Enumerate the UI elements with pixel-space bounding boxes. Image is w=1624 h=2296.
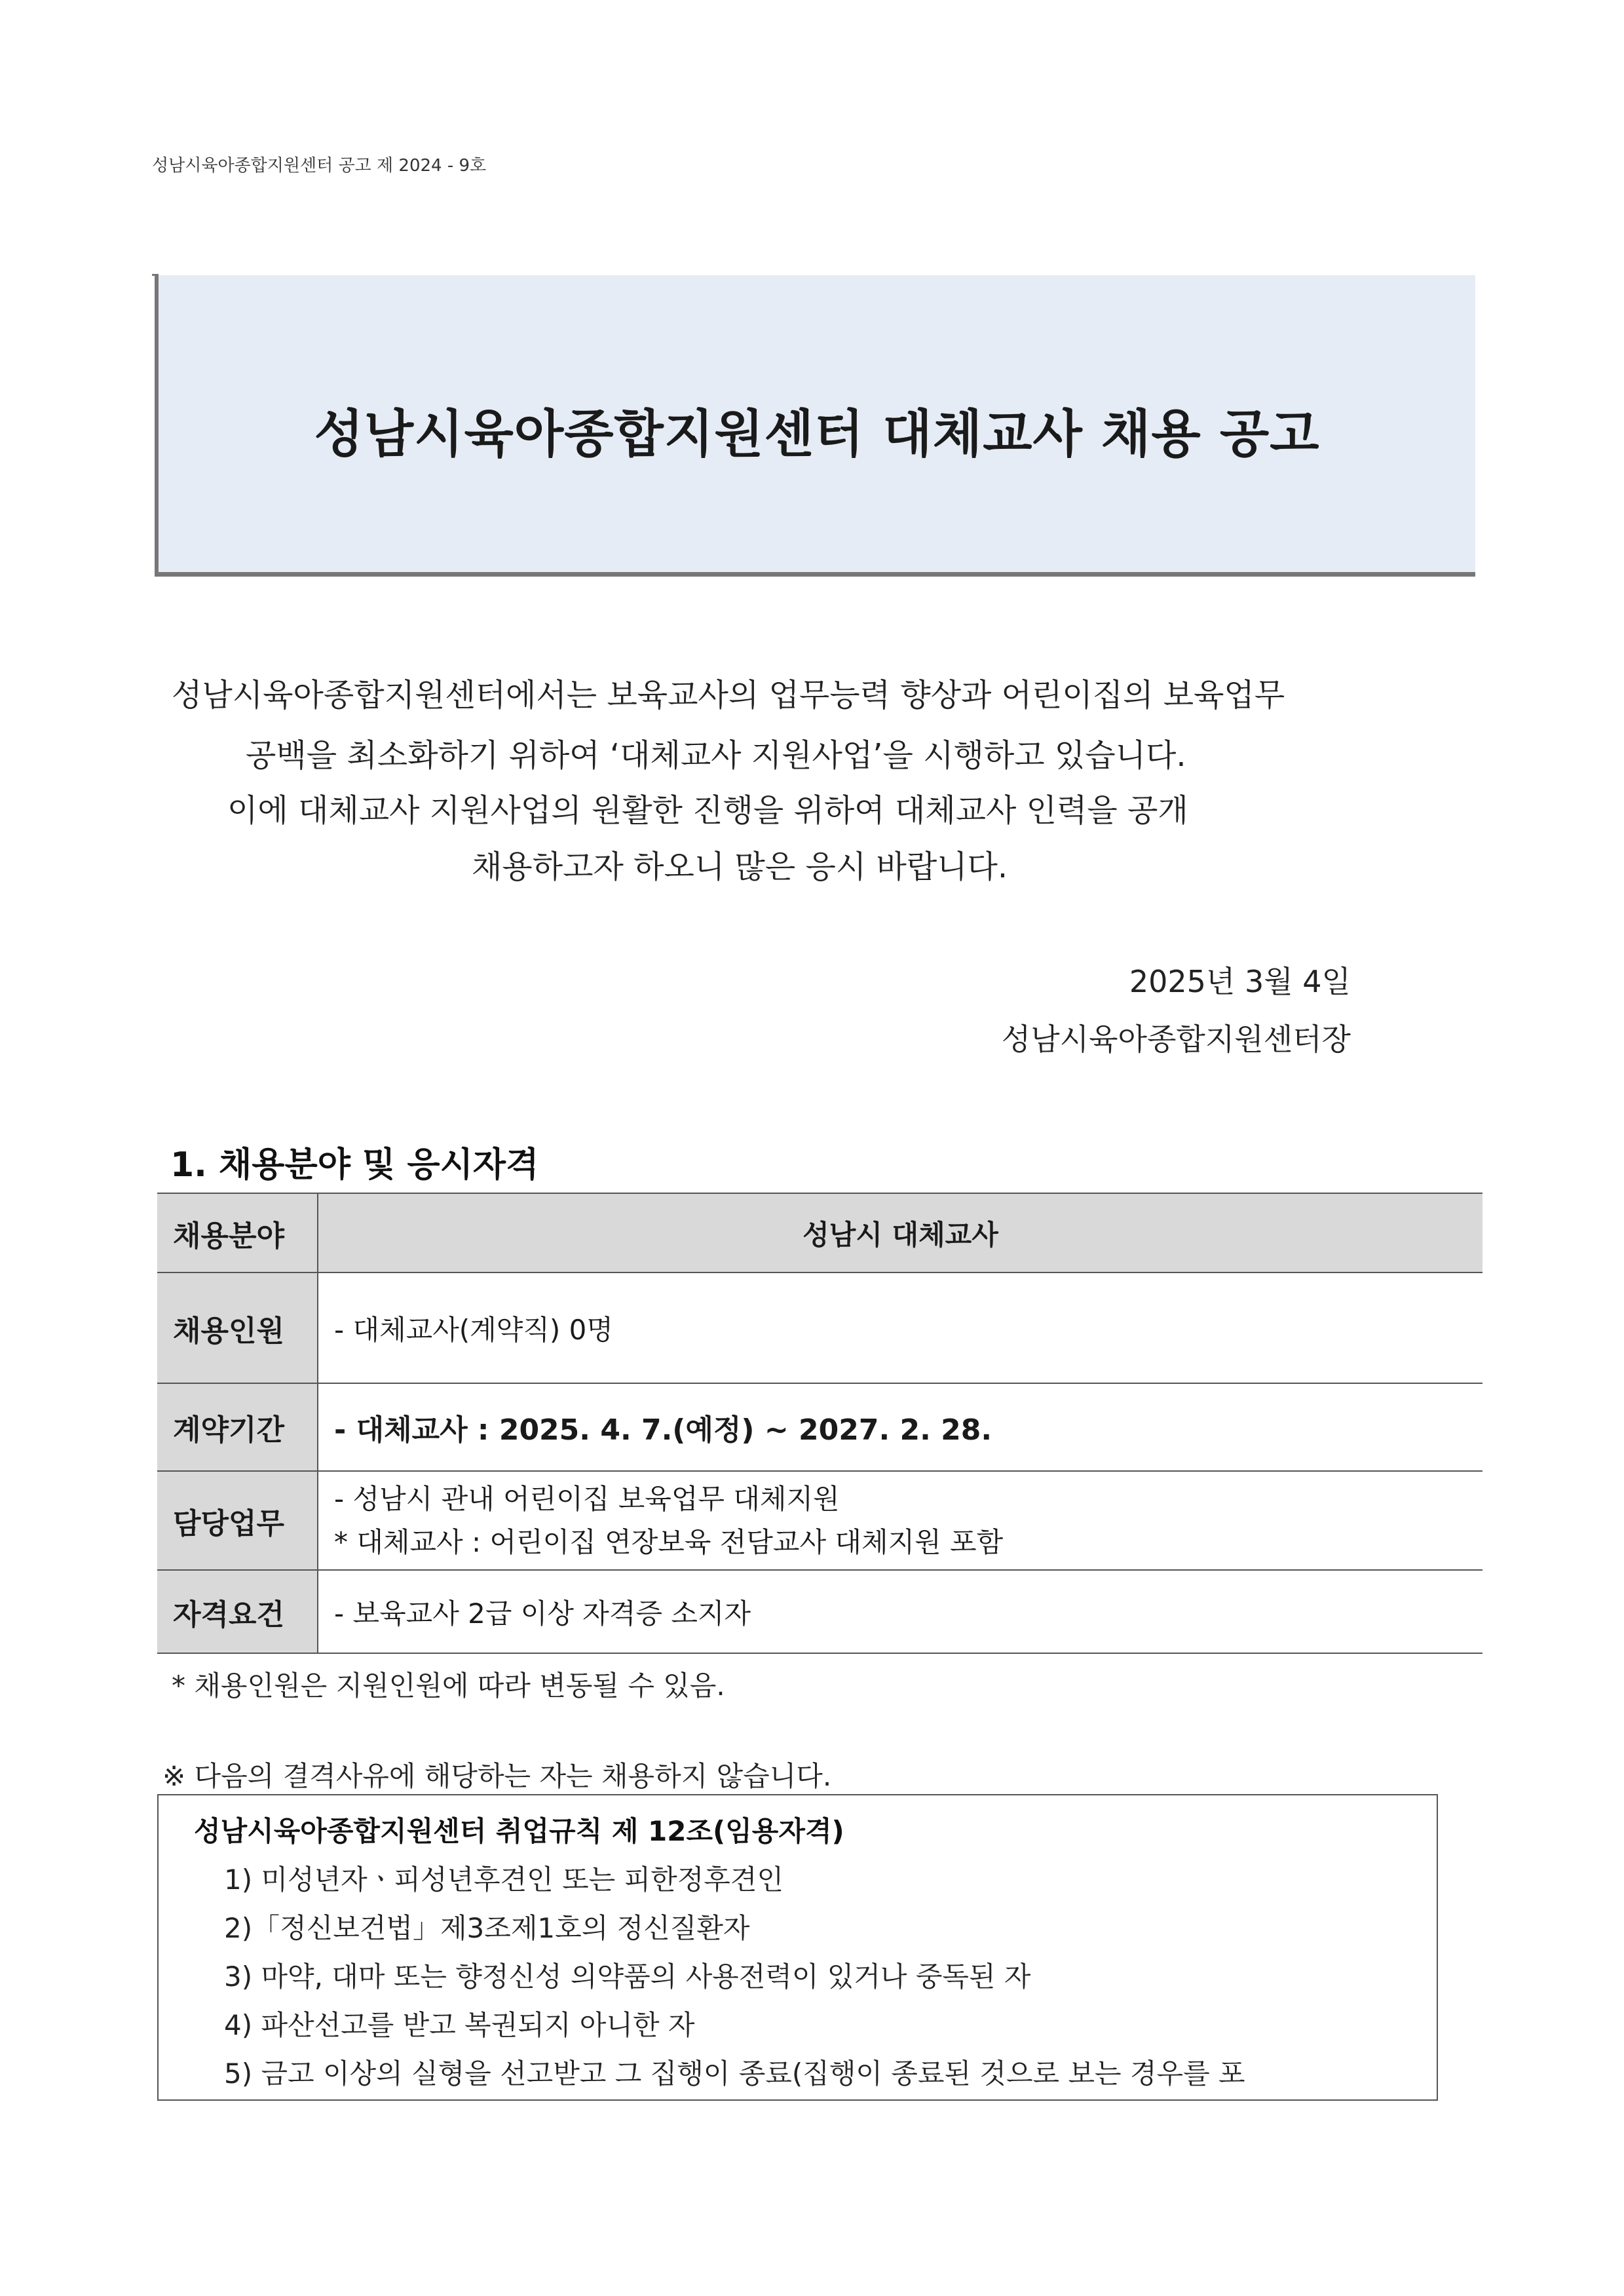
table-note: * 채용인원은 지원인원에 따라 변동될 수 있음. <box>172 1670 725 1702</box>
period-value: - 대체교사 : 2025. 4. 7.(예정) ~ 2027. 2. 28. <box>318 1383 1482 1471</box>
rule-item: 2)「정신보건법」제3조제1호의 정신질환자 <box>224 1912 750 1944</box>
table-row <box>157 1383 1482 1471</box>
section-heading: 1. 채용분야 및 응시자격 <box>170 1145 539 1185</box>
qualification-value: - 보육교사 2급 이상 자격증 소지자 <box>318 1570 1482 1653</box>
page-title: 성남시육아종합지원센터 대체교사 채용 공고 <box>314 405 1320 464</box>
headcount-label: 채용인원 <box>157 1272 318 1383</box>
table-row <box>157 1193 1482 1272</box>
intro-line: 채용하고자 하오니 많은 응시 바랍니다. <box>472 849 1008 885</box>
issuer-name: 성남시육아종합지원센터장 <box>1001 1022 1351 1057</box>
intro-line: 성남시육아종합지원센터에서는 보육교사의 업무능력 향상과 어린이집의 보육업무 <box>172 677 1285 714</box>
duty-value <box>318 1471 1482 1570</box>
rule-item: 5) 금고 이상의 실형을 선고받고 그 집행이 종료(집행이 종료된 것으로 보는 경우를 포 <box>224 2057 1245 2090</box>
qualification-label: 자격요건 <box>157 1570 318 1653</box>
period-label: 계약기간 <box>157 1383 318 1471</box>
duty-line: - 성남시 관내 어린이집 보육업무 대체지원 <box>334 1482 840 1515</box>
table-row <box>157 1570 1482 1653</box>
field-label: 채용분야 <box>157 1193 318 1272</box>
title-box <box>155 275 1475 577</box>
headcount-value: - 대체교사(계약직) 0명 <box>318 1272 1482 1383</box>
intro-line: 공백을 최소화하기 위하여 ‘대체교사 지원사업’을 시행하고 있습니다. <box>246 737 1186 774</box>
recruitment-table <box>157 1193 1482 1654</box>
intro-line: 이에 대체교사 지원사업의 원활한 진행을 위하여 대체교사 인력을 공개 <box>227 792 1188 829</box>
notice-number: 성남시육아종합지원센터 공고 제 2024 - 9호 <box>152 156 487 176</box>
employment-rule-box <box>157 1794 1438 2101</box>
notice-date: 2025년 3월 4일 <box>1129 964 1351 999</box>
duty-line: * 대체교사 : 어린이집 연장보육 전담교사 대체지원 포함 <box>334 1525 1004 1558</box>
disqualification-notice: ※ 다음의 결격사유에 해당하는 자는 채용하지 않습니다. <box>162 1760 832 1792</box>
rule-item: 3) 마약, 대마 또는 향정신성 의약품의 사용전력이 있거나 중독된 자 <box>224 1961 1031 1993</box>
duty-label: 담당업무 <box>157 1471 318 1570</box>
rule-title: 성남시육아종합지원센터 취업규칙 제 12조(임용자격) <box>194 1815 844 1847</box>
table-row <box>157 1272 1482 1383</box>
rule-item: 4) 파산선고를 받고 복권되지 아니한 자 <box>224 2009 695 2041</box>
field-value: 성남시 대체교사 <box>318 1193 1482 1272</box>
table-row <box>157 1471 1482 1570</box>
rule-item: 1) 미성년자ㆍ피성년후견인 또는 피한정후견인 <box>224 1864 784 1896</box>
